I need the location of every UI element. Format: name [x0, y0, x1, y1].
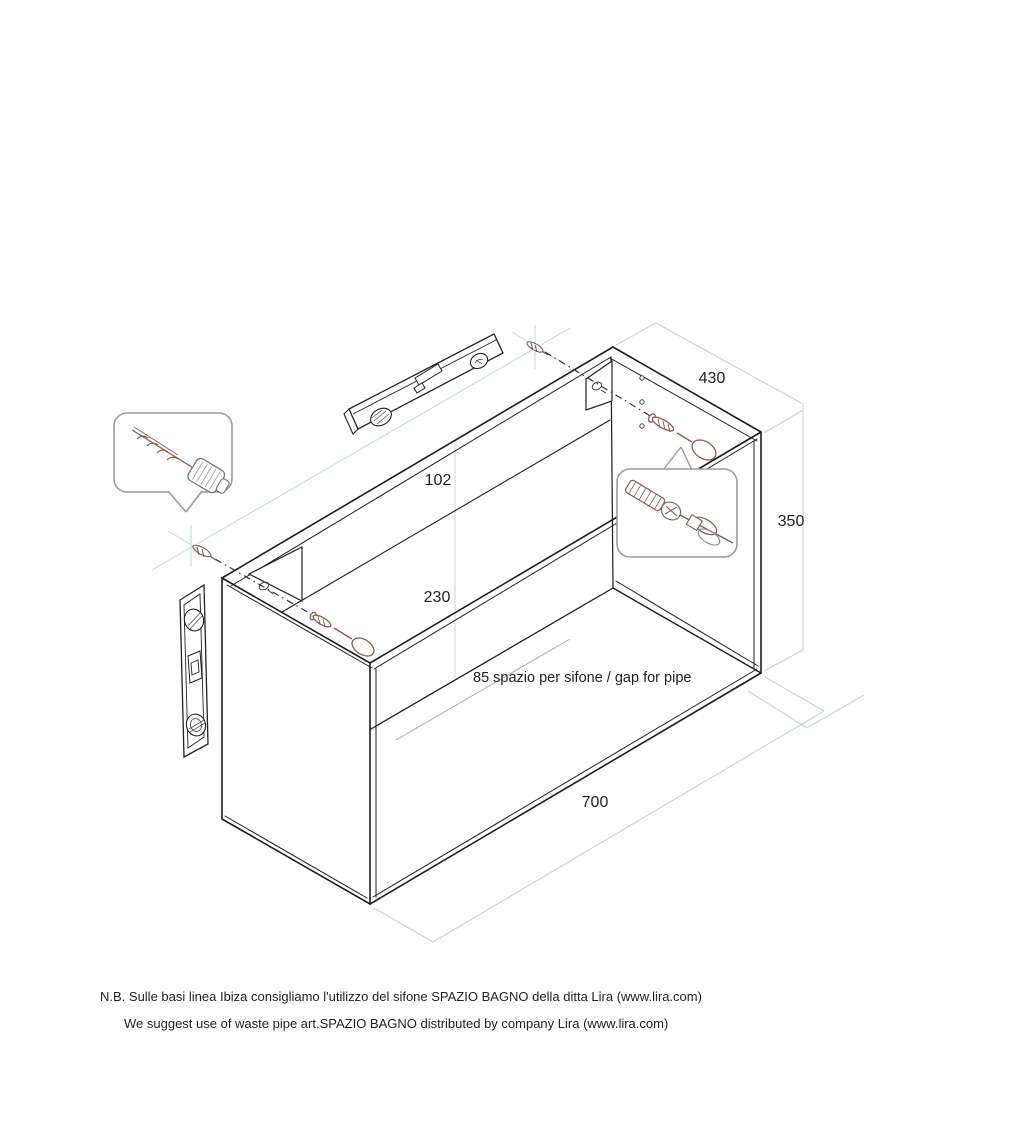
back-rail-bottom-line — [282, 420, 610, 612]
dim-depth-label: 430 — [698, 370, 726, 387]
dim-430-lines — [616, 323, 803, 404]
gap-for-pipe-label: 85 spazio per sifone / gap for pipe — [473, 670, 692, 686]
right-corner-bracket — [586, 361, 612, 410]
bubble-tail — [168, 491, 202, 512]
top-mounting-rail — [344, 334, 503, 434]
left-crosshair — [168, 525, 217, 567]
dimension-labels — [424, 370, 805, 811]
corner-guide-chevron — [748, 691, 864, 728]
right-panel-top-edge — [613, 347, 761, 432]
left-rail-slot — [188, 651, 202, 683]
dim-width-label: 700 — [581, 794, 609, 811]
dim-rail-label: 102 — [424, 472, 452, 489]
dimension-lines — [374, 323, 864, 942]
bottom-right-corner-inner — [616, 581, 758, 666]
dim-height-label: 350 — [777, 513, 805, 530]
key-rod-icon — [334, 628, 352, 639]
footer-notes — [100, 989, 702, 1031]
note-english: We suggest use of waste pipe art.SPAZIO BAGNO distributed by company Lira (www.lira.com) — [124, 1016, 669, 1031]
dim-350-lines — [764, 404, 803, 671]
left-panel — [222, 578, 370, 904]
bottom-front-edge-inner — [373, 669, 757, 897]
gap-leader-line — [396, 639, 570, 740]
back-bottom-edge — [371, 588, 613, 729]
left-bracket-hole-mark — [268, 590, 273, 594]
bottom-right-corner-edge — [613, 588, 761, 673]
left-wall-screw — [192, 543, 216, 560]
left-mounting-rail — [180, 585, 208, 757]
note-italian: N.B. Sulle basi linea Ibiza consigliamo l'utilizzo del sifone SPAZIO BAGNO della ditta Lira (www.lira.com) — [100, 989, 702, 1004]
panel-screw-dots — [640, 376, 644, 428]
screw-body-icon — [312, 613, 333, 629]
left-callout-bubble — [114, 413, 233, 512]
cabinet-box — [222, 347, 761, 904]
key-rod-icon — [677, 433, 692, 442]
right-panel-top-edge-inner — [610, 358, 757, 441]
right-callout-bubble — [617, 447, 737, 557]
left-corner-bracket — [249, 547, 302, 601]
bottom-front-edge — [370, 673, 761, 904]
screw-body-icon — [651, 415, 676, 434]
dim-opening-label: 230 — [423, 589, 451, 606]
